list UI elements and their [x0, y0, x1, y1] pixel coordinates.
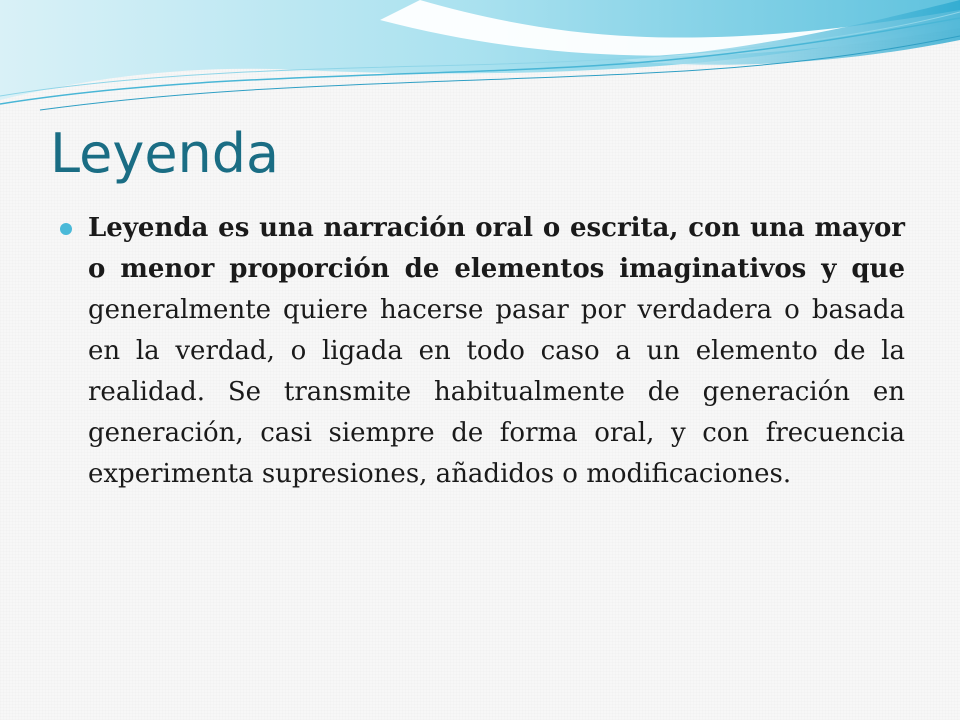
bullet-bold-text: Leyenda es una narración oral o escrita, con una mayor o menor proporción de elementos imaginativos y que	[88, 213, 905, 284]
bullet-item	[60, 208, 905, 495]
bullet-list	[60, 208, 905, 495]
slide-title: Leyenda	[50, 122, 280, 185]
bullet-dot-icon	[60, 223, 72, 235]
bullet-normal-text: generalmente quiere hacerse pasar por verdadera o basada en la verdad, o ligada en todo caso a un elemento de la realidad. Se transmite habitualmente de generación en generación, casi siempre de forma oral, y con frecuencia experimenta supresiones, añadidos o modificaciones.	[88, 295, 905, 489]
header-wave-decoration	[0, 0, 960, 120]
